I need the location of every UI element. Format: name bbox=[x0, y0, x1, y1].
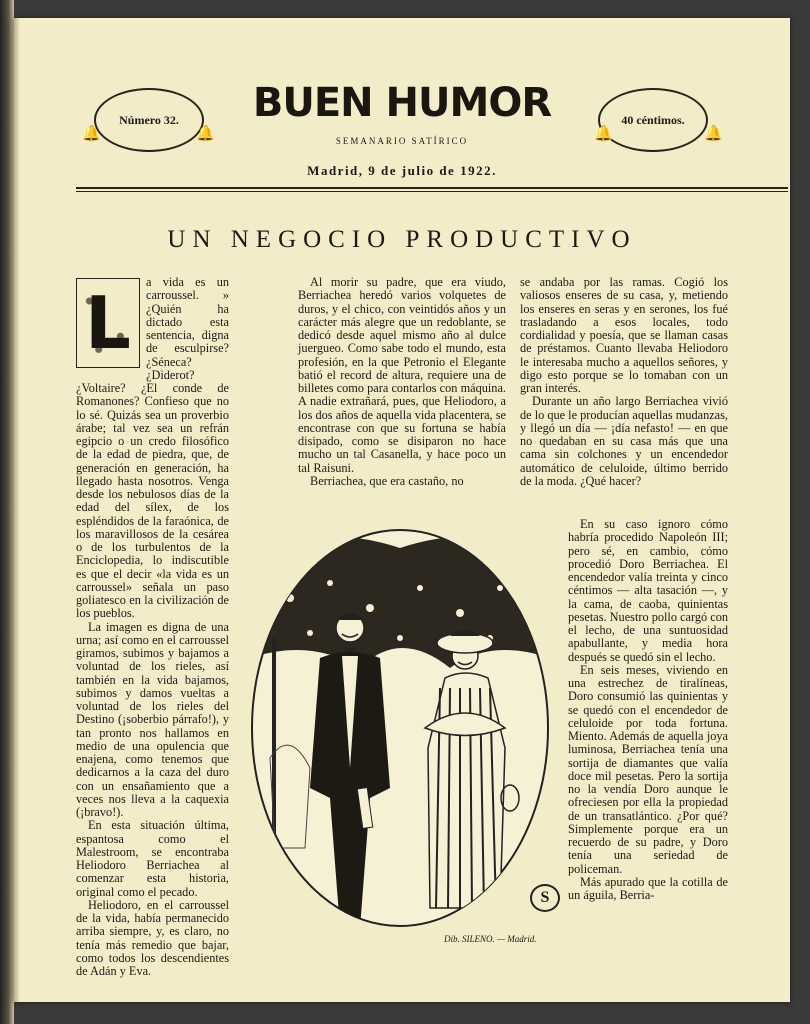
paragraph: En seis meses, viviendo en una estrechez de tiralíneas, Doro consumió las quinientas y se quedó con el encendedor de celuloide por toda fortuna. Miento. Además de aquella joya luminosa, Berriachea tenía una sortija de diamantes que valía doce mil pesetas. Pero la sortija no la vendía Doro aunque le ofreciesen por ella la propiedad de un transatlántico. ¿Por qué? Simplemente porque era un recuerdo de su padre, y Doro tenía una seriedad de policeman. bbox=[568, 662, 728, 876]
issue-number: Número 32. bbox=[119, 112, 179, 127]
price: 40 céntimos. bbox=[621, 112, 685, 127]
paragraph: Berriachea, que era castaño, no bbox=[310, 473, 464, 488]
bell-icon: 🔔 bbox=[82, 126, 101, 142]
illustration-credit: Dib. SILENO. — Madrid. bbox=[444, 934, 537, 944]
paragraph: se andaba por las ramas. Cogió los valiosos enseres de su casa, y, metiendo los enseres en seras y en serones, los fué trasladando a esos locales, todo cordialidad y poesía, que se llaman casas de préstamos. Cuanto llevaba Heliodoro le interesaba mucho a aquellos señores, y digo esto porque se lo tomaban con un gran interés. bbox=[520, 275, 728, 395]
paragraph: En esta situación última, espantosa como el Malestroom, se encontraba Heliodoro Berriachea al comenzar esta historia, original como el pecado. bbox=[76, 818, 229, 899]
header-rule bbox=[76, 191, 788, 192]
couple-illustration bbox=[250, 528, 550, 928]
article-column-3 bbox=[520, 276, 728, 488]
paragraph: Durante un año largo Berriachea vivió de lo que le producían aquellas mudanzas, y llegó un día — ¡día nefasto! — en que no quedaban en su casa más que una cama sin colchones y un encendedor automático de celuloide, último berrido de la moda. ¿Qué hacer? bbox=[520, 394, 728, 488]
paragraph: a vida es un carroussel. » ¿Quién ha dictado esta sentencia, digna de esculpirse? ¿Séneca? ¿Diderot? ¿Voltaire? ¿El conde de Romanones? Confieso que no lo sé. Quizás sea un proverbio árabe; tal vez sea un refrán egipcio o un credo filosófico de la edad de piedra, que, de generación en generación, ha llegado hasta nosotros. Venga desde los nebulosos días de la edad del sílex, de los espléndidos de la faraónica, de los maravillosos de la cesárea o de los turbulentos de la Enciclopedia, lo indiscutible es que el decir «la vida es un carroussel» señala un paso goliatesco en la civilización de los pueblos. bbox=[76, 275, 229, 621]
article-column-1 bbox=[76, 276, 229, 978]
bell-icon: 🔔 bbox=[594, 126, 613, 142]
paragraph: Heliodoro, en el carroussel de la vida, había permanecido arriba siempre, y, es claro, no tenía más remedio que bajar, como todos los descendientes de Adán y Eva. bbox=[76, 897, 229, 978]
masthead-subtitle: SEMANARIO SATÍRICO bbox=[335, 136, 469, 146]
artist-monogram: S bbox=[530, 884, 560, 912]
paragraph: La imagen es digna de una urna; así como en el carroussel giramos, subimos y bajamos a voluntad de los rieles, así también en la vida bajamos, subimos y damos vueltas a voluntad de los rieles del Destino (¡soberbio párrafo!), y tan pronto nos hallamos en medio de una opulencia que enajena, como tenemos que dedicarnos a la caza del duro con un ensañamiento que a veces nos lleva a la caquexia (¡bravo!). bbox=[76, 619, 229, 819]
masthead: BUEN HUMOR bbox=[252, 80, 552, 126]
magazine-page bbox=[14, 18, 790, 1002]
article-title: UN NEGOCIO PRODUCTIVO bbox=[167, 226, 637, 253]
book-binding bbox=[0, 0, 14, 1024]
article-column-2 bbox=[298, 276, 506, 488]
drop-cap-ornament bbox=[76, 278, 140, 368]
article-column-3-lower bbox=[568, 518, 728, 902]
paragraph: Al morir su padre, que era viudo, Berriachea heredó varios volquetes de duros, y el chico, con veintidós años y un carácter más alegre que un redoblante, se dedicó desde aquel mismo año al dulce juergueo. Como sabe todo el mundo, esta profesión, en la que Petronio el Elegante batió el record de altura, requiere una de billetes como para contarlos con máquina. A nadie extrañará, pues, que Heliodoro, a los dos años de aquella vida placentera, se encontrase con que su fortuna se había disipado, como se disiparon no hace mucho un tal Casanella, y hace poco un tal Raisuni. bbox=[298, 275, 506, 475]
drop-cap-letter: L bbox=[85, 281, 131, 365]
bell-icon: 🔔 bbox=[704, 126, 723, 142]
paragraph: Más apurado que la cotilla de un águila, Berria- bbox=[568, 874, 728, 902]
paragraph: En su caso ignoro cómo habría procedido Napoleón III; pero sé, en cambio, cómo procedió Doro Berriachea. El encendedor valía treinta y cinco céntimos — alta tasación —, y la cama, de caoba, quinientas pesetas. Nuestro pollo cargó con el lecho, de una suntuosidad apabullante, y media hora después se quedó sin el lecho. bbox=[568, 517, 728, 664]
header-rule bbox=[76, 187, 788, 189]
bell-icon: 🔔 bbox=[196, 126, 215, 142]
dateline: Madrid, 9 de julio de 1922. bbox=[307, 163, 497, 178]
